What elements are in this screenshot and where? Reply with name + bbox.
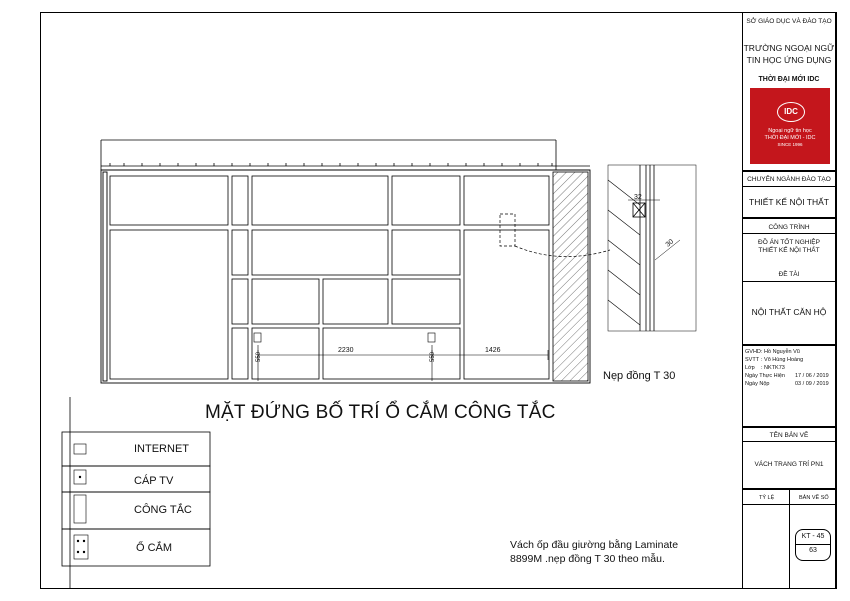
legend-internet-label: INTERNET [134, 443, 189, 455]
dimension-550-left: 550 [256, 351, 262, 362]
info-block [742, 345, 836, 427]
nep-label: Nẹp đồng T 30 [603, 370, 676, 382]
legend-socket-label: Ổ CẮM [136, 542, 173, 554]
info-gvhd-key: GVHD [745, 349, 761, 355]
info-svtt-value: : Võ Hùng Hoàng [761, 357, 804, 363]
info-start-key: Ngày Thực Hiện [745, 373, 785, 379]
nep-detail [608, 165, 696, 331]
logo-line1: Ngoại ngữ tin học [768, 128, 812, 134]
dimension-1426: 1426 [485, 347, 501, 354]
logo-line3: SINCE 1996 [777, 142, 803, 147]
project-block [742, 218, 836, 345]
legend-tv-label: CÁP TV [134, 475, 174, 487]
school-line3: THỜI ĐẠI MỚI IDC [758, 76, 820, 83]
project-line1: ĐỒ ÁN TỐT NGHIỆP [758, 239, 820, 246]
school-line2: TIN HỌC ỨNG DỤNG [746, 55, 832, 65]
info-svtt-key: SVTT [745, 357, 760, 363]
scale-label: TỶ LỆ [759, 495, 775, 501]
legend-box [62, 397, 210, 588]
dimension-550-right: 550 [430, 351, 436, 362]
dimension-lines [258, 345, 548, 381]
sheet-name: VÁCH TRANG TRÍ PN1 [754, 461, 824, 468]
panel-grid [110, 176, 549, 379]
info-class-key: Lớp [745, 365, 755, 371]
idc-logo-mark: IDC [777, 102, 805, 122]
ceiling-strip [101, 140, 590, 170]
info-submit-value: 03 / 09 / 2019 [795, 381, 829, 387]
sheet-name-block [742, 427, 836, 489]
dimension-2230: 2230 [338, 347, 354, 354]
topic-name: NỘI THẤT CĂN HỘ [751, 307, 827, 317]
info-submit-key: Ngày Nộp [745, 381, 770, 387]
legend-switch-label: CÔNG TẮC [134, 504, 192, 516]
material-note: Vách ốp đầu giường bằng Laminate 8899M .nẹp đồng T 30 theo mẫu. [510, 539, 679, 565]
drawing-title: MẶT ĐỨNG BỐ TRÍ Ổ CẮM CÔNG TẮC [205, 402, 556, 423]
sheet-number-block [742, 489, 836, 589]
info-gvhd-value: : Hồ Nguyễn Vũ [761, 349, 800, 355]
project-line2: THIẾT KẾ NỘI THẤT [758, 247, 820, 254]
logo-line2: THỜI ĐẠI MỚI - IDC [764, 135, 816, 141]
topic-label: ĐỀ TÀI [778, 271, 800, 278]
program-label: CHUYÊN NGÀNH ĐÀO TẠO [747, 176, 831, 183]
program-block [742, 171, 836, 218]
sheet-badge [795, 529, 831, 561]
dept-text: SỞ GIÁO DỤC VÀ ĐÀO TẠO [746, 18, 832, 25]
info-start-value: 17 / 06 / 2019 [795, 373, 829, 379]
sheet-no-label: BẢN VẼ SỐ [799, 495, 829, 501]
sheet-code: KT - 45 [801, 533, 825, 540]
project-label: CÔNG TRÌNH [768, 224, 810, 231]
detail-dim-a: 32 [634, 194, 642, 201]
sheet-number: 63 [809, 547, 817, 554]
hatched-pillar [553, 172, 588, 381]
sheet-name-label: TÊN BẢN VẼ [769, 432, 809, 439]
idc-logo [750, 88, 830, 164]
detail-dim-b: 30 [664, 238, 676, 249]
school-line1: TRƯỜNG NGOẠI NGỮ [743, 43, 835, 53]
program-name: THIẾT KẾ NỘI THẤT [749, 197, 829, 207]
info-class-value: : NKTK73 [761, 365, 785, 371]
